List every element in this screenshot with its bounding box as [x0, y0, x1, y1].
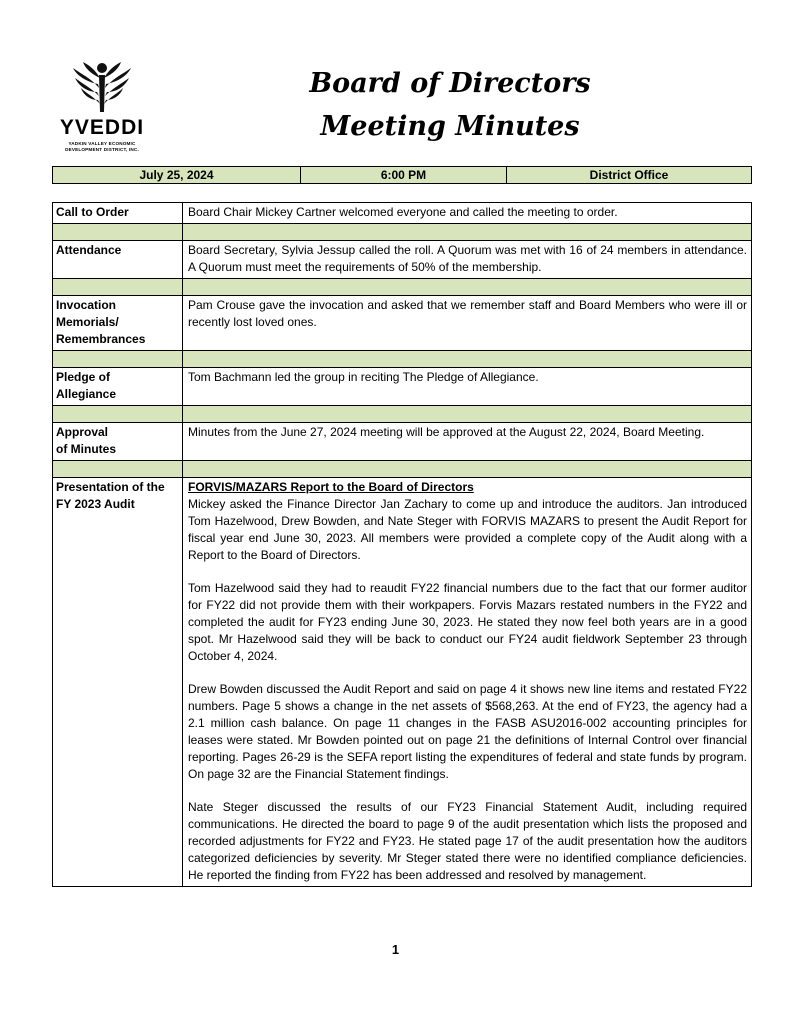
- label-line: Presentation of the: [56, 480, 165, 494]
- section-approval-of-minutes: [53, 423, 752, 461]
- minutes-table: [52, 202, 752, 887]
- spacer-row: [53, 224, 752, 241]
- audit-paragraph: Mickey asked the Finance Director Jan Zachary to come up and introduce the auditors. Jan introduced Tom Hazelwood, Drew Bowden, and Nate Steger with FORVIS MAZARS to present the Audit Report for fiscal year end June 30, 2023. All members were provided a complete copy of the Audit along with a Report to the Board of Directors.: [188, 497, 747, 562]
- yveddi-figure-icon: [71, 62, 133, 116]
- label-line: Remembrances: [56, 332, 146, 346]
- spacer-row: [53, 406, 752, 423]
- audit-paragraph: Drew Bowden discussed the Audit Report and said on page 4 it shows new line items and restated FY22 numbers. Page 5 shows a change in the net assets of $568,263. At the end of FY23, the agency had a 2.1 million cash balance. On page 11 changes in the FASB ASU2016-002 accounting principles for leases were stated. Mr Bowden pointed out on page 21 the definitions of Internal Control over financial reporting. Pages 26-29 is the SEFA report listing the expenditures of federal and state funds by program. On page 32 are the Financial Statement findings.: [188, 682, 747, 781]
- label-line: FY 2023 Audit: [56, 497, 135, 511]
- meeting-info-table: [52, 166, 752, 184]
- audit-paragraph: Nate Steger discussed the results of our FY23 Financial Statement Audit, including required communications. He directed the board to page 9 of the audit presentation which lists the proposed and recorded adjustments for FY22 and FY23. He stated page 17 of the audit presentation how the auditors categorized deficiencies by severity. Mr Steger stated there were no identified compliance deficiencies. He reported the finding from FY22 has been addressed and resolved by management.: [188, 800, 747, 882]
- section-label: [53, 423, 183, 461]
- spacer-row: [53, 461, 752, 478]
- section-label: [53, 296, 183, 351]
- section-text: Board Secretary, Sylvia Jessup called the roll. A Quorum was met with 16 of 24 members in attendance. A Quorum must meet the requirements of 50% of the membership.: [183, 241, 752, 279]
- section-text: Pam Crouse gave the invocation and asked that we remember staff and Board Members who were ill or recently lost loved ones.: [183, 296, 752, 351]
- label-line: Approval: [56, 425, 109, 439]
- section-text: Minutes from the June 27, 2024 meeting will be approved at the August 22, 2024, Board Meeting.: [183, 423, 752, 461]
- section-text: Tom Bachmann led the group in reciting The Pledge of Allegiance.: [183, 368, 752, 406]
- section-audit: [53, 478, 752, 887]
- label-line: Invocation: [56, 298, 117, 312]
- label-line: of Minutes: [56, 442, 116, 456]
- section-label: Call to Order: [53, 203, 183, 224]
- label-line: Allegiance: [56, 387, 117, 401]
- section-label: [53, 368, 183, 406]
- page-title: [300, 62, 600, 148]
- page-number: 1: [391, 942, 400, 957]
- meeting-location: District Office: [507, 167, 752, 184]
- title-line-2: Meeting Minutes: [320, 111, 580, 142]
- logo-name: YVEDDI: [59, 116, 145, 139]
- label-line: Pledge of: [56, 370, 111, 384]
- audit-subheading: FORVIS/MAZARS Report to the Board of Directors: [188, 480, 474, 494]
- section-text: Board Chair Mickey Cartner welcomed everyone and called the meeting to order.: [183, 203, 752, 224]
- label-line: Memorials/: [56, 315, 119, 329]
- logo-subtitle: YADKIN VALLEY ECONOMIC DEVELOPMENT DISTRICT, INC.: [65, 141, 139, 152]
- section-attendance: [53, 241, 752, 279]
- section-label: Attendance: [53, 241, 183, 279]
- meeting-date: July 25, 2024: [53, 167, 301, 184]
- meeting-time: 6:00 PM: [301, 167, 507, 184]
- spacer-row: [53, 279, 752, 296]
- spacer-row: [53, 351, 752, 368]
- section-text: [183, 478, 752, 887]
- section-label: [53, 478, 183, 887]
- title-line-1: Board of Directors: [309, 68, 591, 99]
- audit-paragraph: Tom Hazelwood said they had to reaudit FY22 financial numbers due to the fact that our former auditor for FY22 did not provide them with their workpapers. Forvis Mazars restated numbers in the FY22 and completed the audit for FY23 ending June 30, 2023. He stated they now feel both years are in a good spot. Mr Hazelwood said they will be back to conduct our FY24 audit fieldwork September 23 through October 4, 2024.: [188, 581, 747, 663]
- yveddi-logo: [52, 62, 152, 158]
- section-call-to-order: [53, 203, 752, 224]
- section-pledge: [53, 368, 752, 406]
- section-invocation: [53, 296, 752, 351]
